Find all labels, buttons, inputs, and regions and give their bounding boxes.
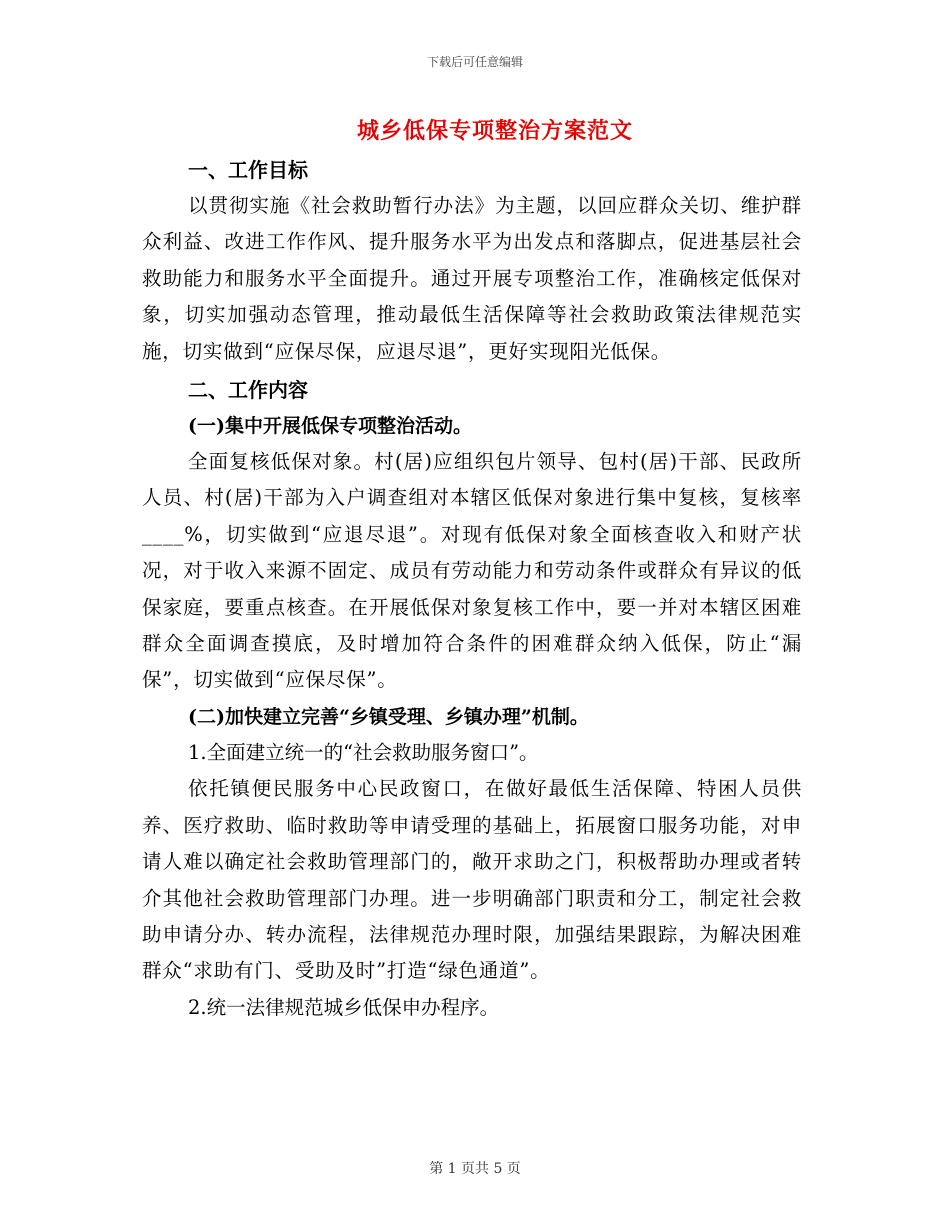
list-item-1-paragraph: 依托镇便民服务中心民政窗口，在做好最低生活保障、特困人员供养、医疗救助、临时救助等申请受理的基础上，拓展窗口服务功能，对申请人难以确定社会救助管理部门的，敞开求助之门，积极帮助办理或者转介其他社会救助管理部门办理。进一步明确部门职责和分工，制定社会救助申请分办、转办流程，法律规范办理时限，加强结果跟踪，为解决困难群众“求助有门、受助及时”打造“绿色通道”。 [142,777,802,983]
list-item-2: 2.统一法律规范城乡低保申办程序。 [188,995,500,1019]
page-number: 第 1 页共 5 页 [429,1161,521,1177]
section-paragraph-work-goal: 以贯彻实施《社会救助暂行办法》为主题，以回应群众关切、维护群众利益、改进工作作风、提升服务水平为出发点和落脚点，促进基层社会救助能力和服务水平全面提升。通过开展专项整治工作，准确核定低保对象，切实加强动态管理，推动最低生活保障等社会救助政策法律规范实施，切实做到“应保尽保，应退尽退”，更好实现阳光低保。 [142,194,802,363]
header-note: 下载后可任意编辑 [426,55,523,69]
list-item-1: 1.全面建立统一的“社会救助服务窗口”。 [188,740,539,764]
document-body [142,152,802,1026]
document-title: 城乡低保专项整治方案范文 [356,118,633,144]
section-heading-work-goal: 一、工作目标 [188,158,308,182]
subsection-paragraph-1: 全面复核低保对象。村(居)应组织包片领导、包村(居)干部、民政所人员、村(居)干部为入户调查组对本辖区低保对象进行集中复核，复核率____%，切实做到“应退尽退”。对现有低保对象全面核查收入和财产状况，对于收入来源不固定、成员有劳动能力和劳动条件或群众有异议的低保家庭，要重点核查。在开展低保对象复核工作中，要一并对本辖区困难群众全面调查摸底，及时增加符合条件的困难群众纳入低保，防止“漏保”，切实做到“应保尽保”。 [142,450,802,692]
subsection-heading-2: (二)加快建立完善“乡镇受理、乡镇办理”机制。 [188,705,589,728]
subsection-heading-1: (一)集中开展低保专项整治活动。 [188,415,472,438]
section-heading-work-content: 二、工作内容 [188,378,308,403]
